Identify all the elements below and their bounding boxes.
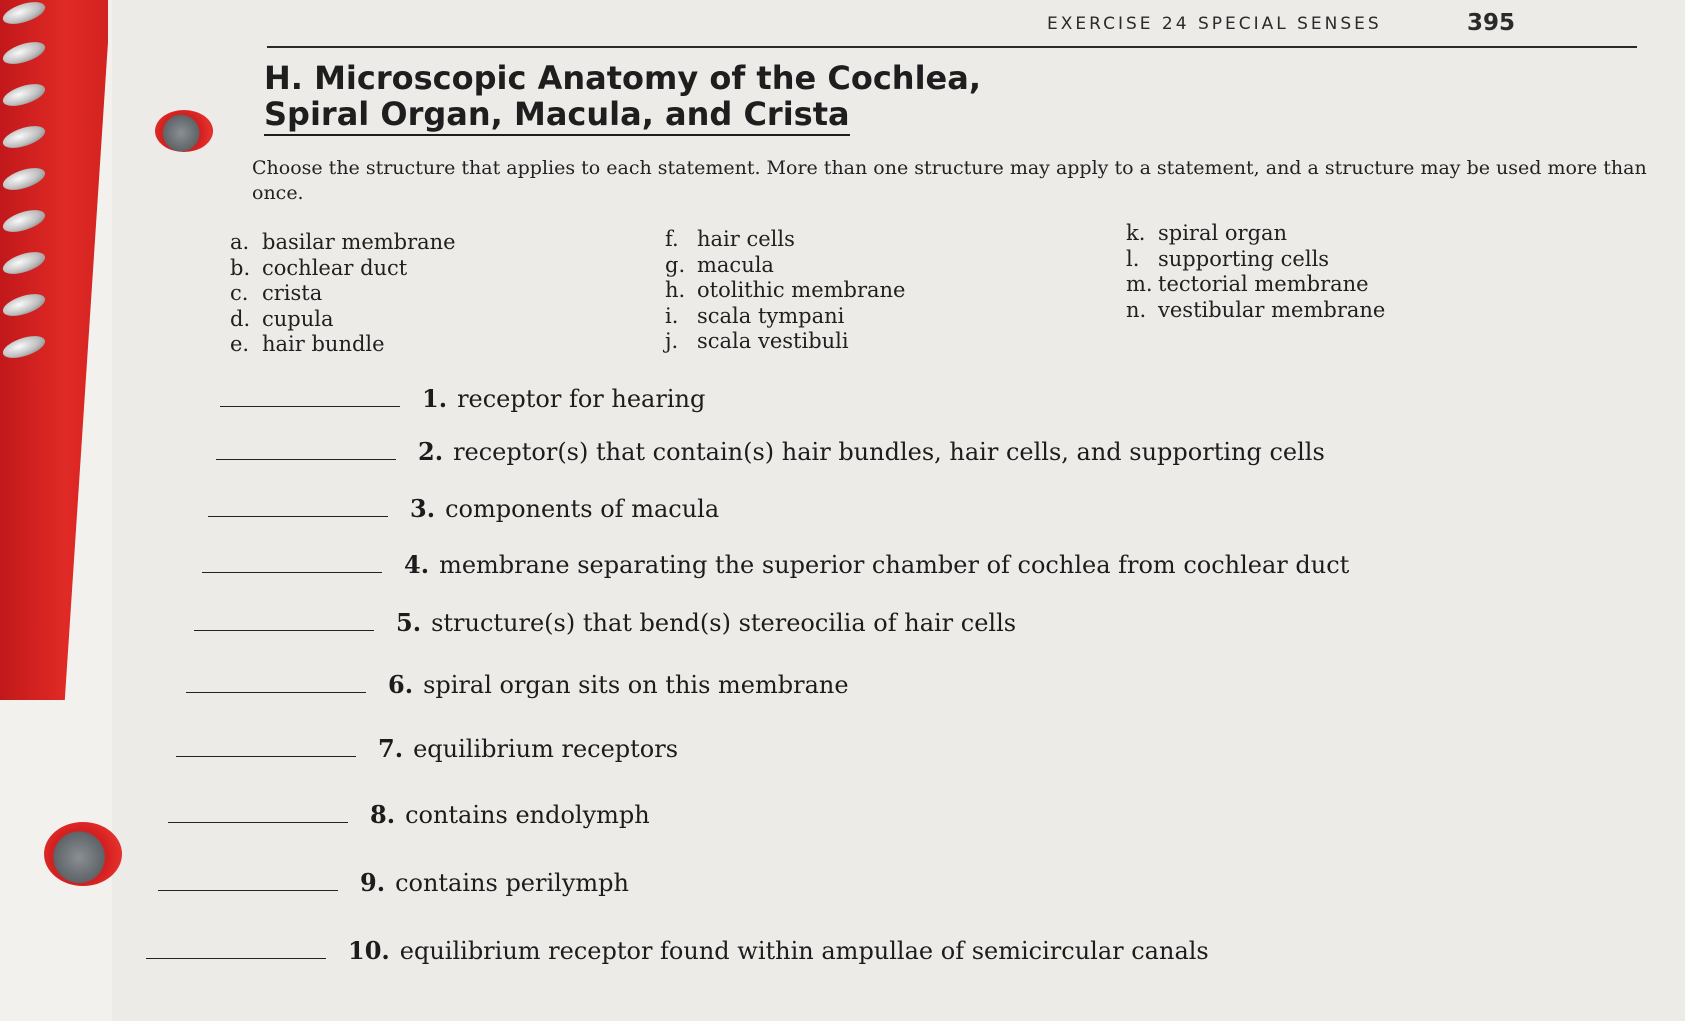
answer-blank[interactable] [220, 406, 400, 407]
worksheet-page [112, 0, 1685, 1021]
choice-letter: c. [230, 281, 249, 305]
choice-letter: f. [665, 227, 679, 251]
question-text: equilibrium receptors [413, 735, 679, 763]
choice-item [665, 329, 905, 355]
question-text: structure(s) that bend(s) stereocilia of hair cells [431, 609, 1017, 637]
question-item [202, 550, 1349, 579]
question-text: equilibrium receptor found within ampullae of semicircular canals [399, 937, 1209, 965]
answer-blank[interactable] [186, 692, 366, 693]
question-number: 2. [418, 437, 444, 466]
choice-label: hair cells [697, 227, 795, 251]
question-text: contains endolymph [405, 801, 650, 829]
choice-letter: b. [230, 255, 251, 280]
question-item [186, 670, 849, 699]
question-number: 10. [348, 936, 390, 965]
choice-label: basilar membrane [262, 230, 456, 254]
choice-label: supporting cells [1158, 246, 1330, 271]
choice-label: crista [262, 281, 323, 305]
choice-item [1126, 247, 1385, 273]
choice-item [1126, 272, 1385, 298]
choice-label: spiral organ [1158, 221, 1288, 245]
question-text: components of macula [445, 495, 720, 523]
choice-label: cochlear duct [262, 255, 408, 280]
answer-blank[interactable] [194, 630, 374, 631]
choice-letter: g. [665, 252, 686, 277]
answer-blank[interactable] [158, 890, 338, 891]
choice-item [665, 253, 905, 279]
choice-column-f-j [665, 227, 905, 355]
choice-item [230, 307, 456, 333]
question-text: receptor for hearing [457, 385, 706, 413]
question-number: 6. [388, 670, 414, 699]
question-item [216, 437, 1325, 466]
choice-column-a-e [230, 230, 456, 358]
answer-blank[interactable] [168, 822, 348, 823]
question-item [146, 936, 1209, 965]
choice-item [230, 281, 456, 307]
question-number: 7. [378, 734, 404, 763]
question-text: spiral organ sits on this membrane [423, 671, 849, 699]
answer-blank[interactable] [176, 756, 356, 757]
question-number: 5. [396, 608, 422, 637]
question-item [194, 608, 1016, 637]
choice-item [665, 278, 905, 304]
hole-punch-bottom [44, 822, 122, 886]
choice-letter: k. [1126, 221, 1146, 245]
choice-letter: a. [230, 230, 250, 254]
choice-column-k-n [1126, 221, 1385, 323]
question-item [220, 384, 705, 413]
answer-blank[interactable] [202, 572, 382, 573]
page-number: 395 [1467, 10, 1516, 36]
question-number: 3. [410, 494, 436, 523]
question-number: 1. [422, 384, 448, 413]
question-text: membrane separating the superior chamber of cochlea from cochlear duct [439, 551, 1350, 579]
choice-label: vestibular membrane [1158, 297, 1386, 322]
choice-letter: i. [665, 303, 679, 328]
answer-blank[interactable] [208, 516, 388, 517]
question-number: 8. [370, 800, 396, 829]
section-title-line2: Spiral Organ, Macula, and Crista [264, 96, 850, 136]
choice-label: otolithic membrane [697, 278, 906, 302]
answer-blank[interactable] [216, 459, 396, 460]
section-title [264, 60, 981, 136]
header-rule [267, 46, 1637, 48]
choice-item [230, 256, 456, 282]
running-head: EXERCISE 24 SPECIAL SENSES [1047, 14, 1382, 34]
choice-item [1126, 221, 1385, 247]
question-item [176, 734, 678, 763]
question-item [208, 494, 719, 523]
choice-label: tectorial membrane [1158, 272, 1369, 296]
question-text: contains perilymph [395, 869, 629, 897]
choice-item [1126, 298, 1385, 324]
choice-item [665, 304, 905, 330]
choice-letter: m. [1126, 272, 1153, 296]
question-number: 4. [404, 550, 430, 579]
question-number: 9. [360, 868, 386, 897]
answer-blank[interactable] [146, 958, 326, 959]
question-item [158, 868, 629, 897]
choice-label: cupula [262, 306, 334, 331]
choice-label: hair bundle [262, 332, 385, 356]
choice-label: scala tympani [697, 303, 845, 328]
choice-item [230, 230, 456, 256]
choice-letter: e. [230, 332, 250, 356]
choice-item [230, 332, 456, 358]
choice-label: scala vestibuli [697, 329, 849, 353]
choice-item [665, 227, 905, 253]
instructions: Choose the structure that applies to each statement. More than one structure may apply to a statement, and a structure may be used more than once. [252, 157, 1647, 204]
section-title-line1: H. Microscopic Anatomy of the Cochlea, [264, 59, 981, 97]
choice-label: macula [697, 252, 774, 277]
choice-letter: j. [665, 329, 679, 353]
question-item [168, 800, 650, 829]
choice-letter: n. [1126, 297, 1147, 322]
question-text: receptor(s) that contain(s) hair bundles, hair cells, and supporting cells [453, 438, 1325, 466]
choice-letter: h. [665, 278, 686, 302]
choice-letter: l. [1126, 246, 1140, 271]
choice-letter: d. [230, 306, 251, 331]
